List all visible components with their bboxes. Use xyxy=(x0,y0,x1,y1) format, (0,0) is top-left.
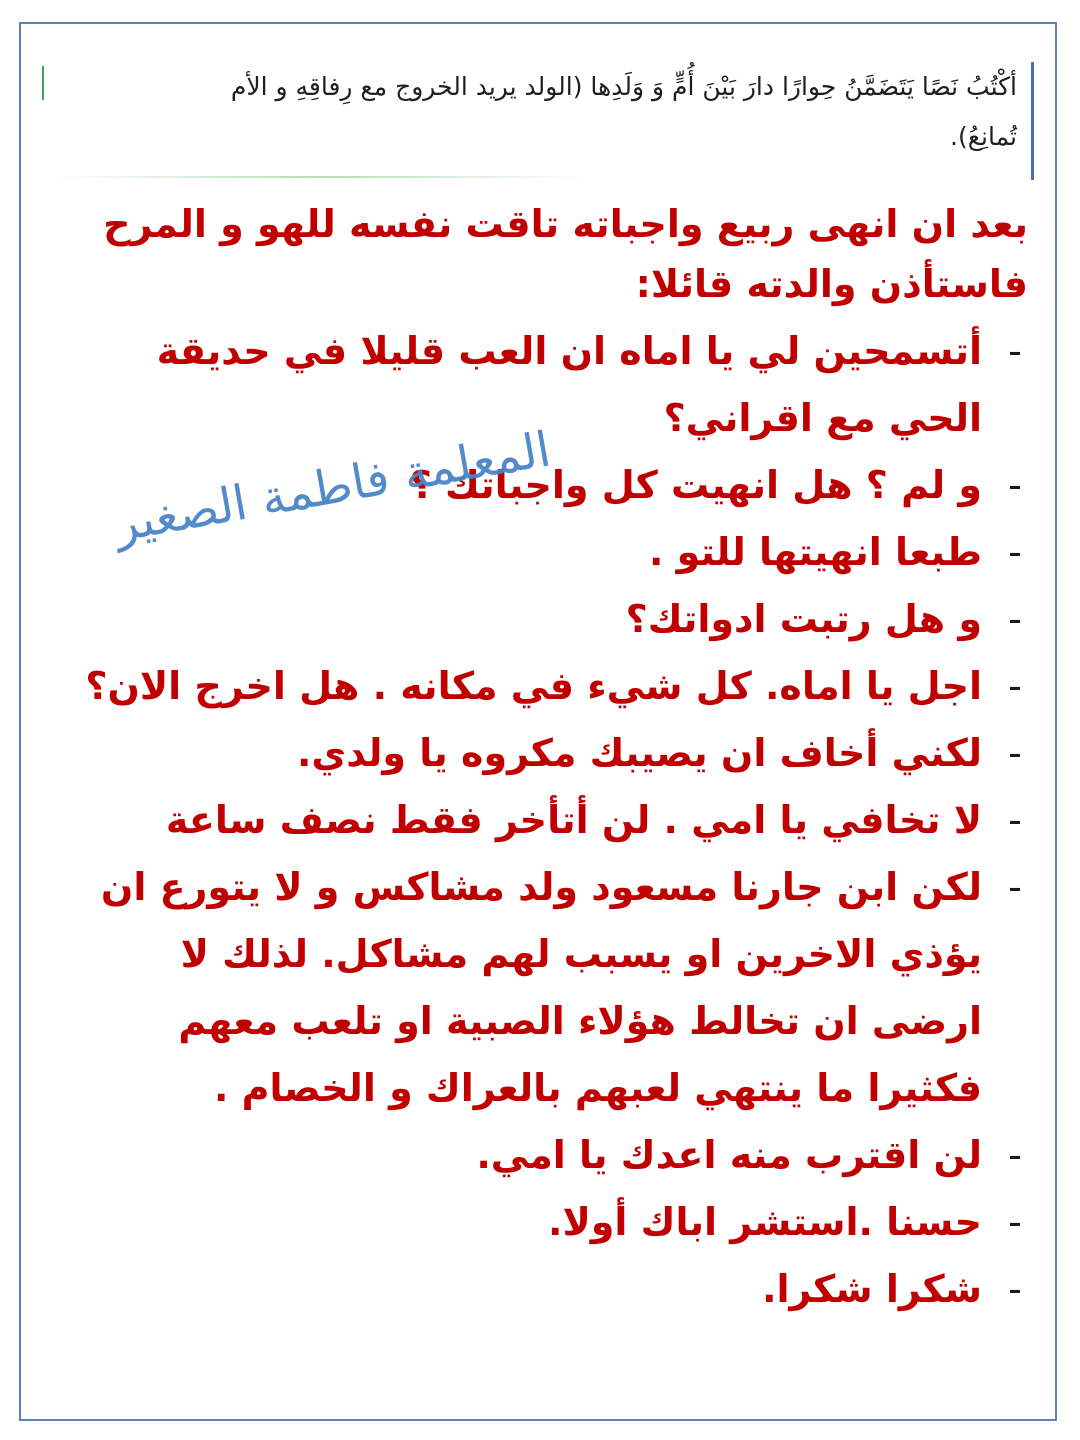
intro-paragraph: بعد ان انهى ربيع واجباته تاقت نفسه للهو و المرح فاستأذن والدته قائلا: xyxy=(103,202,1028,306)
dialogue-line xyxy=(60,1122,1030,1189)
dialogue-text: شكرا شكرا. xyxy=(762,1267,982,1311)
dialogue-text: لن اقترب منه اعدك يا امي. xyxy=(476,1133,982,1177)
dash-marker: - xyxy=(1008,1267,1022,1311)
teacher-watermark: المعلمة فاطمة الصغير xyxy=(110,421,555,554)
dash-marker: - xyxy=(1008,530,1022,574)
dash-marker: - xyxy=(1008,1200,1022,1244)
prompt-line-1: أكْتُبُ نَصًا يَتَضَمَّنُ حِوارًا دارَ بَيْنَ أُمٍّ وَ وَلَدِها (الولد يريد الخروج مع رِفاقِهِ و الأم xyxy=(230,72,1017,101)
dialogue-text: اجل يا اماه. كل شيء في مكانه . هل اخرج الان؟ xyxy=(85,664,982,708)
answer-text xyxy=(60,194,1030,1323)
assignment-prompt xyxy=(36,62,1034,180)
dash-marker: - xyxy=(1008,329,1022,373)
dialogue-line xyxy=(60,720,1030,787)
dialogue-line xyxy=(60,787,1030,854)
dash-marker: - xyxy=(1008,597,1022,641)
dialogue-line xyxy=(60,1189,1030,1256)
prompt-line-2: تُمانِعُ). xyxy=(950,122,1017,151)
dialogue-line xyxy=(60,586,1030,653)
dialogue-text: حسنا .استشر اباك أولا. xyxy=(548,1200,982,1244)
prompt-underline xyxy=(56,176,586,178)
dialogue-text: أتسمحين لي يا اماه ان العب قليلا في حديقة الحي مع اقراني؟ xyxy=(156,329,982,440)
dash-marker: - xyxy=(1008,463,1022,507)
dash-marker: - xyxy=(1008,664,1022,708)
dialogue-line xyxy=(60,653,1030,720)
dialogue-text: و هل رتبت ادواتك؟ xyxy=(625,597,982,641)
dash-marker: - xyxy=(1008,798,1022,842)
dialogue-text: لا تخافي يا امي . لن أتأخر فقط نصف ساعة xyxy=(165,798,982,842)
dialogue-line xyxy=(60,854,1030,1122)
dialogue-text: لكني أخاف ان يصيبك مكروه يا ولدي. xyxy=(296,731,982,775)
dialogue-line xyxy=(60,1256,1030,1323)
dialogue-text: طبعا انهيتها للتو . xyxy=(648,530,982,574)
dash-marker: - xyxy=(1008,731,1022,775)
dialogue-text: لكن ابن جارنا مسعود ولد مشاكس و لا يتورع ان يؤذي الاخرين او يسبب لهم مشاكل. لذلك لا ارضى ان تخالط هؤلاء الصبية او تلعب معهم فكثيرا ما ينتهي لعبهم بالعراك و الخصام . xyxy=(100,865,982,1110)
dash-marker: - xyxy=(1008,865,1022,909)
dash-marker: - xyxy=(1008,1133,1022,1177)
dialogue-text: و لم ؟ هل انهيت كل واجباتك ؟ xyxy=(409,463,982,507)
